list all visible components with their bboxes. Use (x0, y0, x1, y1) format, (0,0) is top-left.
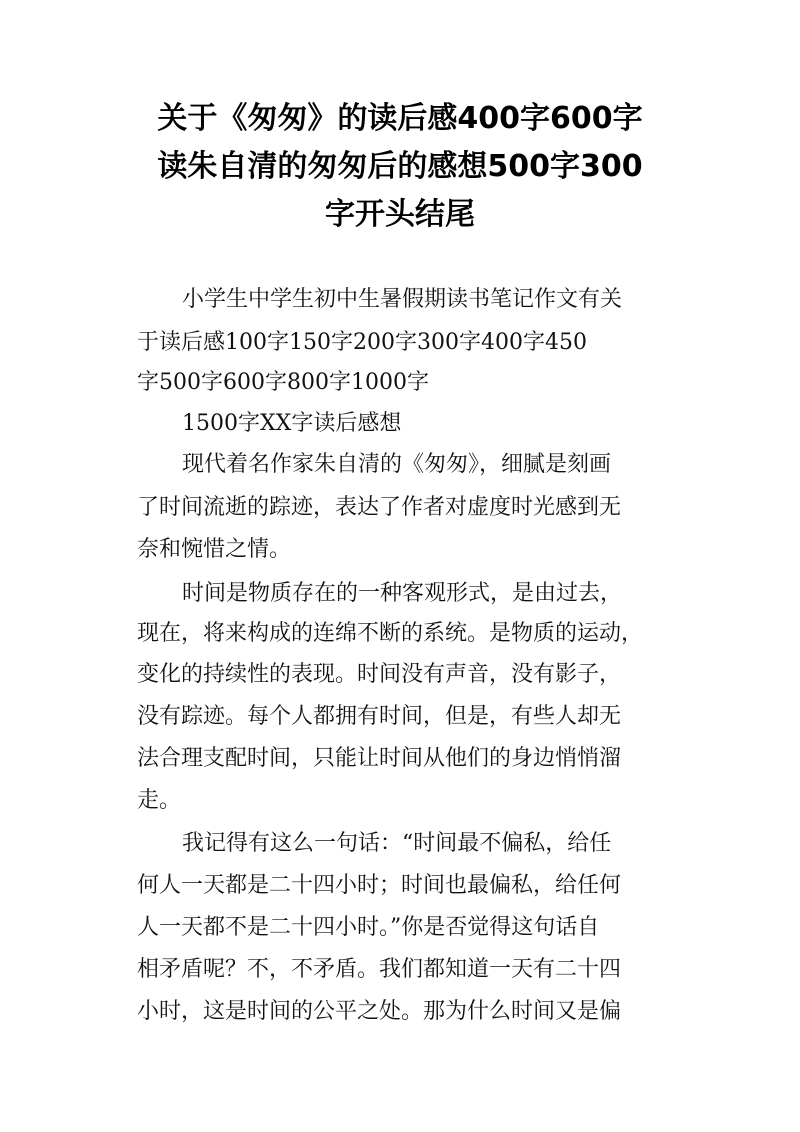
title-line: 字开头结尾 (325, 197, 475, 232)
title-line: 关于《匆匆》的读后感400字600字 (157, 101, 643, 136)
title-line: 读朱自清的匆匆后的感想500字300 (157, 149, 643, 184)
paragraph-line: 何人一天都是二十四小时；时间也最偏私，给任何 (137, 873, 622, 898)
paragraph-line: 现代着名作家朱自清的《匆匆》，细腻是刻画 (182, 452, 612, 477)
paragraph-line: 没有踪迹。每个人都拥有时间，但是，有些人却无 (137, 704, 622, 729)
document-title (100, 95, 700, 239)
paragraph-line: 小时，这是时间的公平之处。那为什么时间又是偏 (137, 999, 622, 1024)
paragraph-line: 了时间流逝的踪迹，表达了作者对虚度时光感到无 (137, 495, 622, 520)
paragraph-line: 人一天都不是二十四小时。”你是否觉得这句话自 (137, 915, 600, 940)
paragraph-line: 我记得有这么一句话：“时间最不偏私，给任 (182, 831, 612, 856)
paragraph-line: 于读后感100字150字200字300字400字450 (137, 330, 587, 355)
paragraph-line: 小学生中学生初中生暑假期读书笔记作文有关 (182, 287, 623, 312)
paragraph-line: 1500字XX字读后感想 (182, 411, 402, 436)
paragraph-line: 法合理支配时间，只能让时间从他们的身边悄悄溜 (137, 746, 622, 771)
paragraph-line: 走。 (137, 788, 182, 813)
paragraph-line: 字500字600字800字1000字 (137, 370, 429, 395)
paragraph-line: 时间是物质存在的一种客观形式，是由过去， (182, 581, 623, 606)
paragraph-line: 变化的持续性的表现。时间没有声音，没有影子， (137, 662, 622, 687)
paragraph-line: 现在，将来构成的连绵不断的系统。是物质的运动， (137, 621, 644, 646)
paragraph-line: 奈和惋惜之情。 (137, 537, 292, 562)
paragraph-line: 相矛盾呢？不，不矛盾。我们都知道一天有二十四 (137, 957, 622, 982)
